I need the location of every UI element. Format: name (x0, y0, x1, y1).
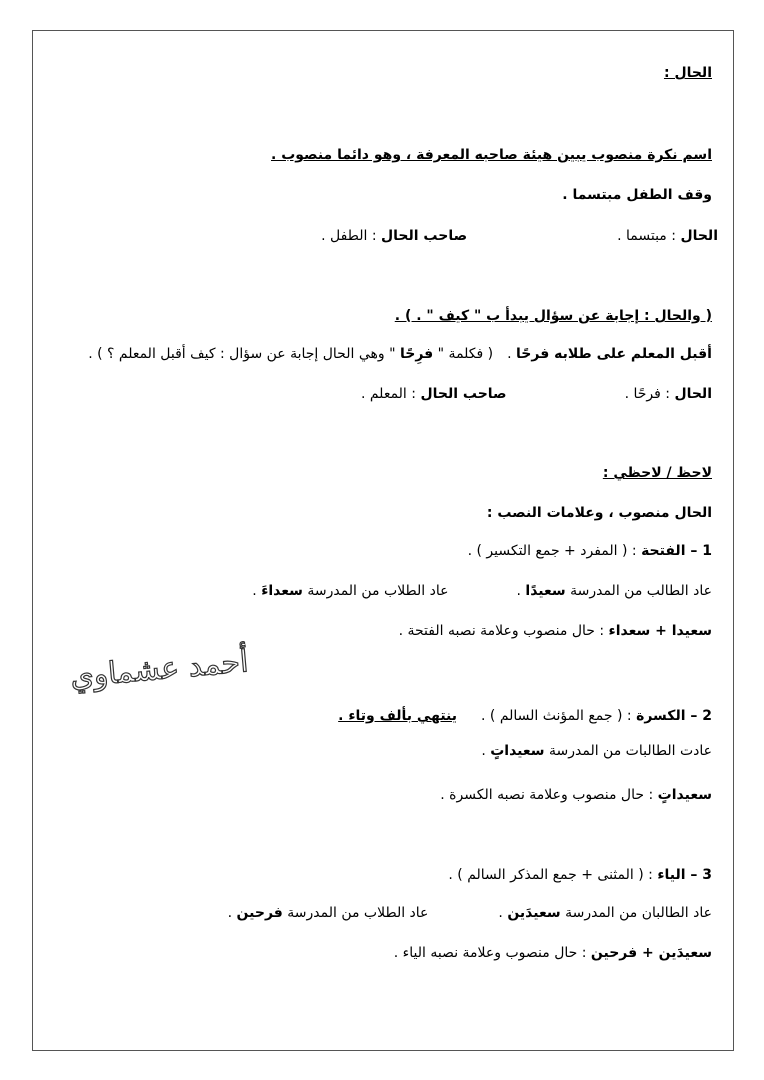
fatha-heading: 1 – الفتحة : ( المفرد + جمع التكسير ) . (467, 543, 712, 559)
watermark-signature: أحمد عشماوي (68, 644, 250, 695)
example-sentence: وقف الطفل مبتسما . (562, 187, 712, 203)
fatha-examples: عاد الطالب من المدرسة سعيدًا .عاد الطلاب من المدرسة سعداءَ . (252, 583, 712, 599)
kasra-rule: سعيداتٍ : حال منصوب وعلامة نصبه الكسرة . (440, 787, 712, 803)
yaa-examples: عاد الطالبان من المدرسة سعيدَين .عاد الطلاب من المدرسة فرحين . (227, 905, 712, 921)
yaa-heading: 3 – الياء : ( المثنى + جمع المذكر السالم ) . (448, 867, 712, 883)
definition: اسم نكرة منصوب يبين هيئة صاحبه المعرفة ، وهو دائما منصوب . (271, 147, 712, 163)
example-analysis: الحال : مبتسما .صاحب الحال : الطفل . (321, 228, 718, 244)
notice-subheading: الحال منصوب ، وعلامات النصب : (486, 505, 712, 521)
section-title: الحال : (663, 65, 712, 81)
fatha-rule: سعيدا + سعداء : حال منصوب وعلامة نصبه الفتحة . (398, 623, 712, 639)
kasra-example: عادت الطالبات من المدرسة سعيداتٍ . (481, 743, 712, 759)
kayfa-heading: ( والحال : إجابة عن سؤال يبدأ ب " كيف " . ) . (394, 308, 712, 324)
kayfa-analysis: الحال : فرحًا .صاحب الحال : المعلم . (360, 386, 712, 402)
kayfa-sentence: أقبل المعلم على طلابه فرحًا .( فكلمة " فرِحًا " وهي الحال إجابة عن سؤال : كيف أقبل المعلم ؟ ) . (88, 346, 712, 362)
kasra-heading: 2 – الكسرة : ( جمع المؤنث السالم ) .ينتهي بألف وتاء . (338, 708, 712, 724)
notice-heading: لاحظ / لاحظي : (602, 465, 712, 481)
yaa-rule: سعيدَين + فرحين : حال منصوب وعلامة نصبه الياء . (393, 945, 712, 961)
